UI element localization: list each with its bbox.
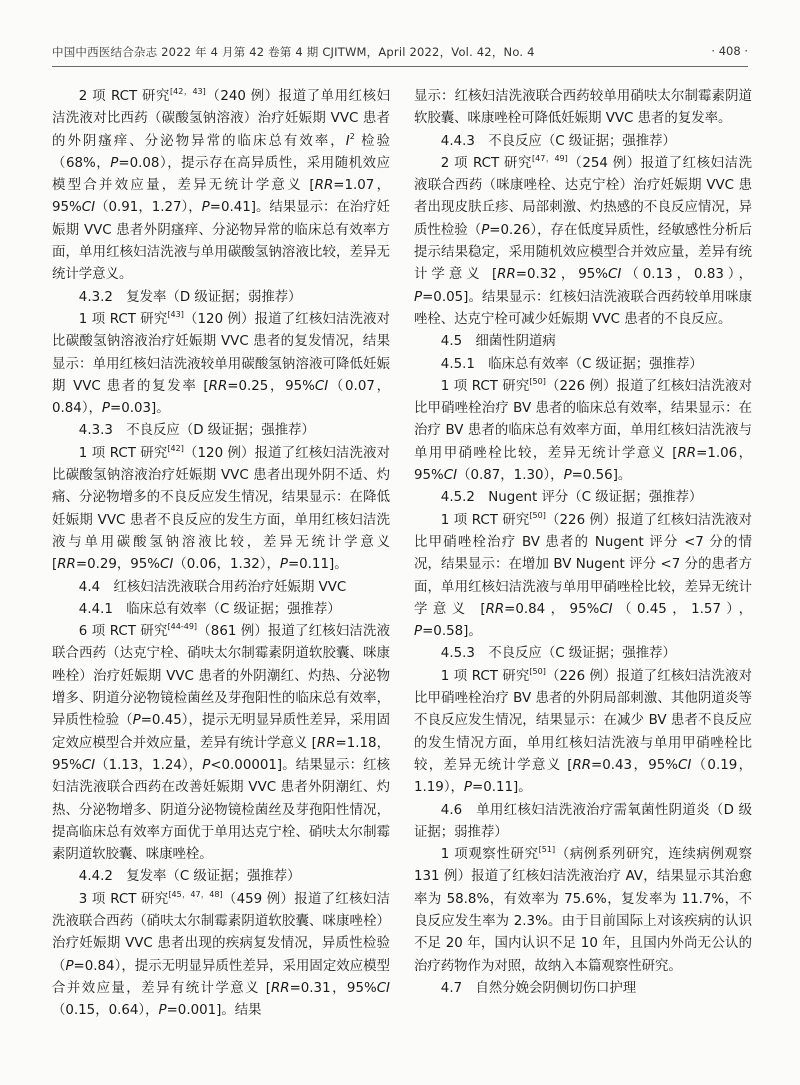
body-paragraph: 1 项 RCT 研究[50]（226 例）报道了红核妇洁洗液对比甲硝唑栓治疗 BV 患者的外阴局部刺激、其他阴道炎等不良反应发生情况，结果显示：在减少 BV 患者不良反应的发生情况方面，单用红核妇洁洗液与单用甲硝唑栓比较，差异无统计学意义 [RR=0.43，95%CI（0.19，1.19），P=0.11]。: [414, 666, 752, 796]
body-paragraph: 1 项 RCT 研究[43]（120 例）报道了红核妇洁洗液对比碳酸氢钠溶液治疗妊娠期 VVC 患者的复发情况，结果显示：单用红核妇洁洗液较单用碳酸氢钠溶液可降低妊娠期 VVC 患者的复发率 [RR=0.25，95%CI（0.07，0.84），P=0.03]。: [52, 309, 390, 417]
body-paragraph: 2 项 RCT 研究[47，49]（254 例）报道了红核妇洁洗液联合西药（咪康唑栓、达克宁栓）治疗妊娠期 VVC 患者出现皮肤丘疹、局部刺激、灼热感的不良反应情况，异质性检验（P=0.26），存在低度异质性，经敏感性分析后提示结果稳定，采用随机效应模型合并效应量，差异有统计学意义 [RR=0.32，95%CI（0.13，0.83），P=0.05]。结果显示：红核妇洁洗液联合西药较单用咪康唑栓、达克宁栓可减少妊娠期 VVC 患者的不良反应。: [414, 153, 753, 327]
section-heading: 4.5.2 Nugent 评分（C 级证据；强推荐）: [440, 490, 703, 506]
body-paragraph: 1 项 RCT 研究[42]（120 例）报道了红核妇洁洗液对比碳酸氢钠溶液治疗妊娠期 VVC 患者出现外阴不适、灼痛、分泌物增多的不良反应发生情况，结果显示：在降低妊娠期 VVC 患者不良反应的发生方面，单用红核妇洁洗液与单用碳酸氢钠溶液比较，差异无统计学意义 [RR=0.29，95%CI（0.06，1.32），P=0.11]。: [52, 443, 390, 573]
body-paragraph: 6 项 RCT 研究[44-49]（861 例）报道了红核妇洁洗液联合西药（达克宁栓、硝呋太尔制霉素阴道软胶囊、咪康唑栓）治疗妊娠期 VVC 患者的外阴潮红、灼热、分泌物增多、阴道分泌物镜检菌丝及芽孢阳性的临床总有效率，异质性检验（P=0.45），提示无明显异质性差异，采用固定效应模型合并效应量，差异有统计学意义 [RR=1.18，95%CI（1.13，1.24），P<0.00001]。结果显示：红核妇洁洗液联合西药在改善妊娠期 VVC 患者外阴潮红、灼热、分泌物增多、阴道分泌物镜检菌丝及芽孢阳性情况，提高临床总有效率方面优于单用达克宁栓、硝呋太尔制霉素阴道软胶囊、咪康唑栓。: [52, 622, 391, 863]
section-heading: 4.3.3 不良反应（D 级证据；强推荐）: [78, 423, 315, 439]
section-heading: 4.6 单用红核妇洁洗液治疗需氧菌性阴道炎（D 级证据；弱推荐）: [414, 802, 752, 840]
section-heading: 4.5.1 临床总有效率（C 级证据；强推荐）: [440, 356, 703, 372]
journal-citation: 中国中西医结合杂志 2022 年 4 月第 42 卷第 4 期 CJITWM，April 2022，Vol. 42，No. 4: [52, 45, 535, 59]
body-paragraph: 1 项观察性研究[51]（病例系列研究，连续病例观察 131 例）报道了红核妇洁洗液治疗 AV，结果显示其治愈率为 58.8%，有效率为 75.6%，复发率为 11.7%，不良反应发生率为 2.3%。由于目前国际上对该疾病的认识不足 20 年，国内认识不足 10 年，且国内外尚无公认的治疗药物作为对照，故纳入本篇观察性研究。: [414, 845, 753, 974]
page-number: · 408 ·: [711, 44, 748, 58]
section-heading: 4.4.2 复发率（C 级证据；强推荐）: [78, 869, 301, 885]
section-heading: 4.5 细菌性阴道病: [440, 334, 556, 350]
left-column: [52, 86, 390, 1022]
body-paragraph: 1 项 RCT 研究[50]（226 例）报道了红核妇洁洗液对比甲硝唑栓治疗 BV 患者的临床总有效率，结果显示：在治疗 BV 患者的临床总有效率方面，单用红核妇洁洗液与单用甲硝唑栓比较，差异无统计学意义 [RR=1.06，95%CI（0.87，1.30），P=0.56]。: [414, 376, 752, 484]
section-heading: 4.4.1 临床总有效率（C 级证据；强推荐）: [78, 601, 341, 617]
running-header: [52, 40, 748, 67]
section-heading: 4.4 红核妇洁洗液联合用药治疗妊娠期 VVC: [78, 579, 347, 595]
section-heading: 4.4.3 不良反应（C 级证据；强推荐）: [440, 133, 676, 149]
body-paragraph: 显示：红核妇洁洗液联合西药较单用硝呋太尔制霉素阴道软胶囊、咪康唑栓可降低妊娠期 VVC 患者的复发率。: [414, 89, 752, 127]
section-heading: 4.5.3 不良反应（C 级证据；强推荐）: [440, 646, 676, 662]
body-paragraph: 2 项 RCT 研究[42，43]（240 例）报道了单用红核妇洁洗液对比西药（碳酸氢钠溶液）治疗妊娠期 VVC 患者的外阴瘙痒、分泌物异常的临床总有效率，$I^2$ 检验（68%，P=0.08），提示存在高异质性，采用随机效应模型合并效应量，差异无统计学意义 [RR=1.07，95%CI（0.91，1.27），P=0.41]。结果显示：在治疗妊娠期 VVC 患者外阴瘙痒、分泌物异常的临床总有效率方面，单用红核妇洁洗液与单用碳酸氢钠溶液比较，差异无统计学意义。: [52, 87, 391, 283]
body-paragraph: 1 项 RCT 研究[50]（226 例）报道了红核妇洁洗液对比甲硝唑栓治疗 BV 患者的 Nugent 评分 <7 分的情况，结果显示：在增加 BV Nugent 评分 <7 分的患者方面，单用红核妇洁洗液与单用甲硝唑栓比较，差异无统计学意义 [RR=0.84，95%CI（0.45，1.57），P=0.58]。: [414, 510, 752, 640]
section-heading: 4.7 自然分娩会阴侧切伤口护理: [440, 980, 637, 996]
right-column: [414, 86, 752, 1000]
section-heading: 4.3.2 复发率（D 级证据；弱推荐）: [78, 289, 302, 305]
body-paragraph: 3 项 RCT 研究[45，47，48]（459 例）报道了红核妇洁洗液联合西药（硝呋太尔制霉素阴道软胶囊、咪康唑栓）治疗妊娠期 VVC 患者出现的疾病复发情况，异质性检验（P=0.84），提示无明显异质性差异，采用固定效应模型合并效应量，差异有统计学意义 [RR=0.31，95%CI（0.15，0.64），P=0.001]。结果: [52, 889, 390, 1019]
